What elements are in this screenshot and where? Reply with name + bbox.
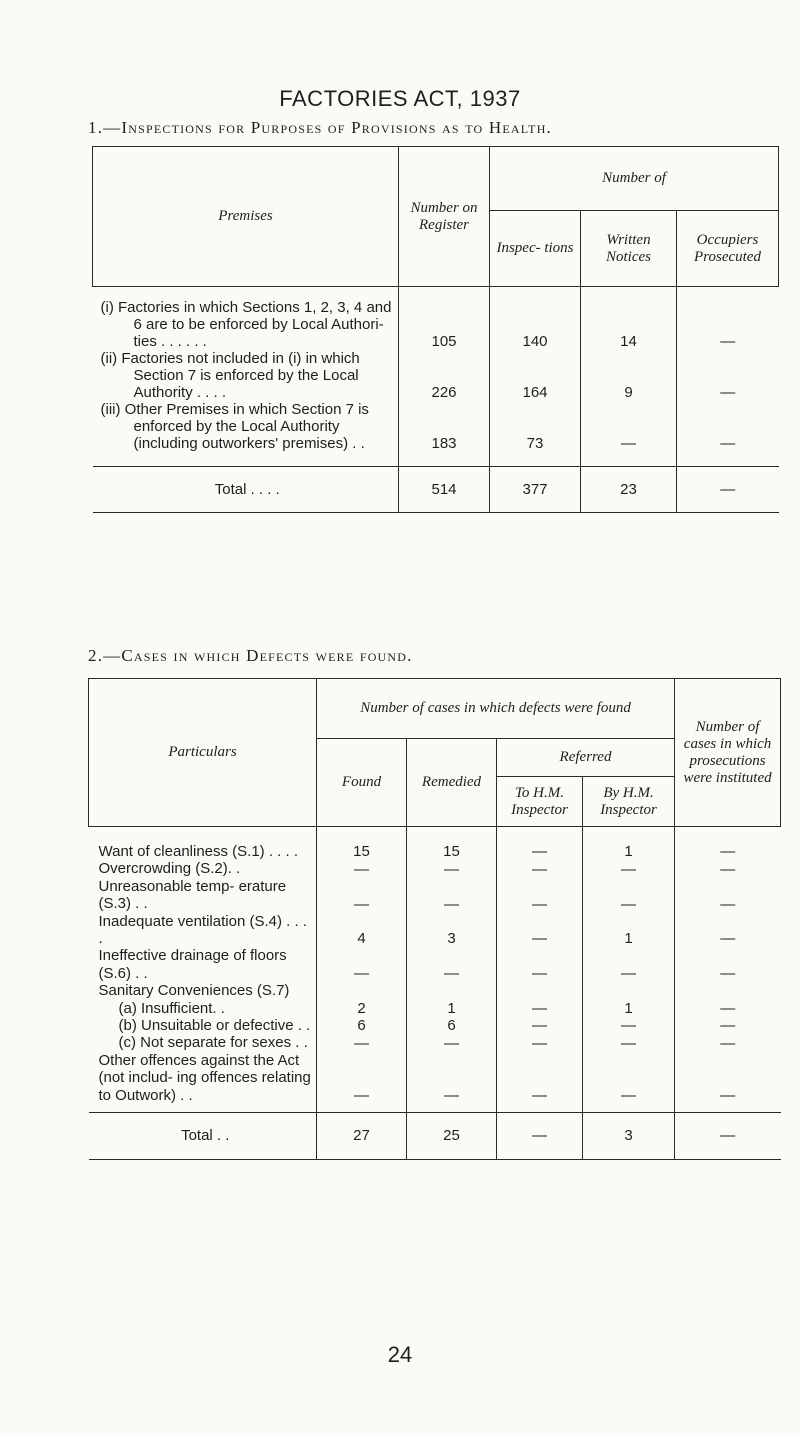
table-row [89,1052,781,1113]
row-prosecutions [675,982,781,999]
row-to-hm: — [497,913,583,948]
row-label: Sanitary Conveniences (S.7) [98,982,290,1000]
header-remedied: Remedied [407,739,497,827]
row-remedied: 15 [407,827,497,861]
total-prosecutions: — [675,1113,781,1159]
row-found: 15 [317,827,407,861]
total-remedied: 25 [407,1113,497,1159]
row-prosecutions: — [675,827,781,861]
row-remedied: 3 [407,913,497,948]
header-number-of: Number of [490,147,779,211]
row-prosecutions: — [675,878,781,913]
row-found [317,982,407,999]
row-register: 105 [399,287,490,351]
table-row [93,350,779,401]
table-row [89,913,781,948]
row-to-hm: — [497,1034,583,1051]
row-prosecutions: — [675,1052,781,1113]
row-by-hm: — [583,1017,675,1034]
header-prosecutions: Number of cases in which prosecutions were instituted [675,679,781,827]
section2-heading [88,646,413,666]
row-prosecutions: — [675,1017,781,1034]
row-found: — [317,1034,407,1051]
total-row [89,1113,781,1159]
row-by-hm: 1 [583,1000,675,1017]
row-to-hm: — [497,1052,583,1113]
row-by-hm [583,982,675,999]
total-register: 514 [399,467,490,513]
section1-number: 1.— [88,118,122,137]
row-by-hm: — [583,1052,675,1113]
row-label: Want of cleanliness (S.1) . . . . [98,843,299,860]
table-row [89,878,781,913]
row-found: 2 [317,1000,407,1017]
row-register: 183 [399,401,490,467]
total-by-hm: 3 [583,1113,675,1159]
table-row [89,982,781,999]
defects-table [88,678,781,1160]
table-row [93,287,779,351]
row-to-hm [497,982,583,999]
row-by-hm: — [583,947,675,982]
row-label: (a) Insufficient. . [118,999,225,1017]
row-found: 6 [317,1017,407,1034]
row-remedied: — [407,1034,497,1051]
table-row [93,401,779,467]
row-remedied: 1 [407,1000,497,1017]
row-label: Overcrowding (S.2). . [98,860,241,878]
total-to-hm: — [497,1113,583,1159]
page-number: 24 [387,1342,413,1367]
table-row [89,1034,781,1051]
row-inspections: 140 [490,287,581,351]
header-cases: Number of cases in which defects were found [317,679,675,739]
header-to-hm: To H.M. Inspector [497,777,583,827]
row-remedied: — [407,878,497,913]
row-prosecutions: — [675,947,781,982]
header-prosecuted: Occupiers Prosecuted [677,211,779,287]
table-row [89,1017,781,1034]
total-inspections: 377 [490,467,581,513]
row-label: (c) Not separate for sexes . . [118,1034,308,1052]
section2-title: Cases in which Defects were found. [121,646,413,665]
row-to-hm: — [497,827,583,861]
row-notices: 9 [581,350,677,401]
row-remedied: 6 [407,1017,497,1034]
row-found: — [317,878,407,913]
section1-title: Inspections for Purposes of Provisions as to Health. [121,118,553,137]
section2-number: 2.— [88,646,122,665]
row-by-hm: — [583,878,675,913]
row-label: Unreasonable temp- erature (S.3) . . [98,877,287,913]
row-by-hm: — [583,860,675,877]
row-remedied: — [407,860,497,877]
row-label: (ii) Factories not included in (i) in which Section 7 is enforced by the Local Authority . . . . [100,350,360,401]
row-to-hm: — [497,1017,583,1034]
row-label: (iii) Other Premises in which Section 7 is enforced by the Local Authority (including outworkers' premises) . . [100,401,369,452]
row-by-hm: 1 [583,827,675,861]
table-row [89,1000,781,1017]
row-to-hm: — [497,1000,583,1017]
page-title: FACTORIES ACT, 1937 [279,86,521,111]
header-notices: Written Notices [581,211,677,287]
row-found: — [317,1052,407,1113]
row-by-hm: — [583,1034,675,1051]
total-label: Total . . . . [93,467,399,513]
total-prosecuted: — [677,467,779,513]
total-label: Total . . [89,1113,317,1159]
row-remedied: — [407,1052,497,1113]
row-label: Inadequate ventilation (S.4) . . . . [98,912,307,948]
table-row [89,860,781,877]
row-to-hm: — [497,860,583,877]
row-inspections: 164 [490,350,581,401]
header-referred: Referred [497,739,675,777]
row-label: Ineffective drainage of floors (S.6) . . [98,947,287,982]
header-inspections: Inspec- tions [490,211,581,287]
row-label: Other offences against the Act (not includ- ing offences relating to Outwork) . . [98,1051,311,1104]
header-by-hm: By H.M. Inspector [583,777,675,827]
total-found: 27 [317,1113,407,1159]
row-register: 226 [399,350,490,401]
header-particulars: Particulars [89,679,317,827]
row-prosecutions: — [675,1034,781,1051]
inspections-table [92,146,779,513]
header-premises: Premises [93,147,399,287]
table-row [89,827,781,861]
row-prosecutions: — [675,913,781,948]
row-by-hm: 1 [583,913,675,948]
row-found: — [317,947,407,982]
row-label: (b) Unsuitable or defective . . [118,1017,311,1035]
row-remedied [407,982,497,999]
header-found: Found [317,739,407,827]
table-row [89,947,781,982]
row-inspections: 73 [490,401,581,467]
row-prosecuted: — [677,350,779,401]
row-found: 4 [317,913,407,948]
row-notices: 14 [581,287,677,351]
row-prosecutions: — [675,860,781,877]
row-label: (i) Factories in which Sections 1, 2, 3, 4 and 6 are to be enforced by Local Authori- ties . . . . . . [100,299,392,350]
row-prosecuted: — [677,287,779,351]
row-to-hm: — [497,947,583,982]
row-remedied: — [407,947,497,982]
row-prosecuted: — [677,401,779,467]
row-prosecutions: — [675,1000,781,1017]
header-register: Number on Register [399,147,490,287]
section1-heading [88,118,552,138]
row-found: — [317,860,407,877]
total-notices: 23 [581,467,677,513]
row-to-hm: — [497,878,583,913]
row-notices: — [581,401,677,467]
total-row [93,467,779,513]
